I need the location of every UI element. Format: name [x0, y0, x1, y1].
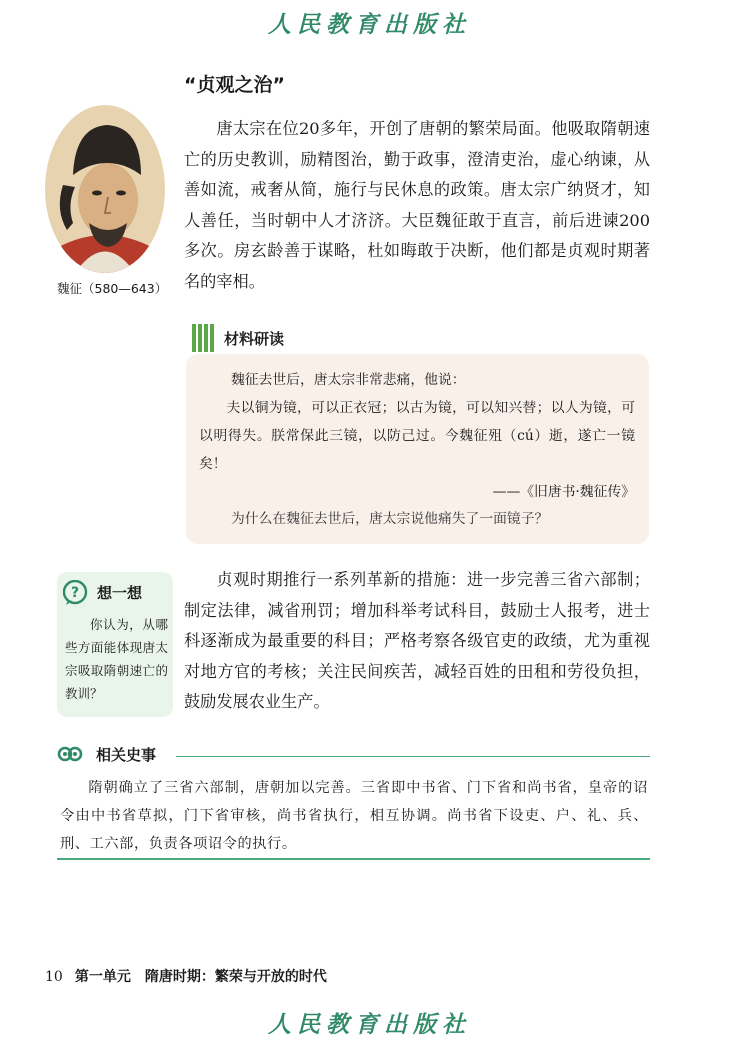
- material-intro: 魏征去世后，唐太宗非常悲痛，他说：: [231, 372, 466, 388]
- paragraph-reforms: 贞观时期推行一系列革新的措施：进一步完善三省六部制；制定法律，减省刑罚；增加科举考试科目，鼓励士人报考，进士科逐渐成为最重要的科目；严格考察各级官吏的政绩，尤为重视对地方官的考核；关注民间疾苦，减轻百姓的田租和劳役负担，鼓励发展农业生产。: [184, 570, 650, 711]
- bamboo-slips-icon: [192, 324, 214, 352]
- divider: [176, 756, 650, 757]
- think-text: 你认为，从哪些方面能体现唐太宗吸取隋朝速亡的教训？: [65, 617, 168, 701]
- divider: [57, 858, 650, 860]
- page-number: 10: [45, 969, 63, 985]
- publisher-logo-top: 人民教育出版社: [268, 11, 471, 38]
- question-icon: [62, 580, 88, 606]
- publisher-logo-bottom: 人民教育出版社: [268, 1011, 471, 1038]
- material-heading: [192, 323, 284, 353]
- material-question: 为什么在魏征去世后，唐太宗说他痛失了一面镜子？: [231, 511, 549, 527]
- svg-text:?: ?: [70, 585, 80, 601]
- related-history-icon: [57, 741, 83, 767]
- material-source: ——《旧唐书·魏征传》: [492, 484, 635, 500]
- portrait-caption: 魏征（580—643）: [57, 281, 168, 296]
- portrait-image: [45, 105, 165, 273]
- material-quote: 夫以铜为镜，可以正衣冠；以古为镜，可以知兴替；以人为镜，可以明得失。朕常保此三镜，以防己过。今魏征殂（cú）逝，遂亡一镜矣！: [199, 400, 635, 472]
- page-footer: [45, 966, 327, 986]
- think-heading: 想一想: [97, 584, 143, 602]
- material-heading-label: 材料研读: [224, 329, 285, 348]
- related-heading: 相关史事: [96, 746, 157, 764]
- paragraph-zhenguan: 唐太宗在位20多年，开创了唐朝的繁荣局面。他吸取隋朝速亡的历史教训，励精图治，勤于政事，澄清吏治，虚心纳谏，从善如流，戒奢从简，施行与民休息的政策。唐太宗广纳贤才，知人善任，当时朝中人才济济。大臣魏征敢于直言，前后进谏200多次。房玄龄善于谋略，杜如晦敢于决断，他们都是贞观时期著名的宰相。: [184, 119, 650, 291]
- unit-title: 第一单元 隋唐时期：繁荣与开放的时代: [74, 969, 327, 985]
- section-title: “贞观之治”: [184, 74, 285, 96]
- related-text: 隋朝确立了三省六部制，唐朝加以完善。三省即中书省、门下省和尚书省，皇帝的诏令由中书省草拟，门下省审核，尚书省执行，相互协调。尚书省下设吏、户、礼、兵、刑、工六部，负责各项诏令的执行。: [60, 780, 648, 852]
